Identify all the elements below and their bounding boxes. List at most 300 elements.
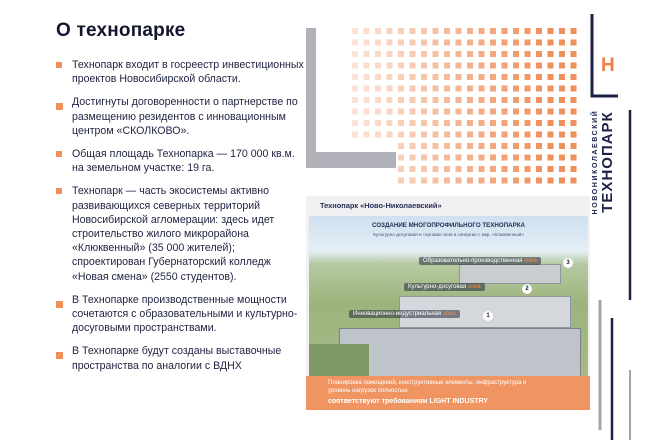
grid-dot	[421, 109, 427, 115]
grid-dot	[548, 97, 554, 103]
grid-dot	[571, 51, 577, 57]
grid-dot	[536, 28, 542, 34]
grid-dot	[479, 40, 485, 46]
grid-dot	[571, 40, 577, 46]
grid-dot	[398, 166, 404, 172]
grid-dot	[387, 51, 393, 57]
grid-dot	[513, 63, 519, 69]
grid-dot	[467, 109, 473, 115]
grid-dot	[421, 143, 427, 149]
grid-dot	[502, 132, 508, 138]
zone-word: зона	[442, 311, 456, 317]
grid-dot	[364, 28, 370, 34]
grid-dot	[421, 155, 427, 161]
grid-dot	[559, 97, 565, 103]
grid-dot	[467, 51, 473, 57]
grid-dot	[490, 155, 496, 161]
grid-dot	[536, 40, 542, 46]
grid-dot	[433, 97, 439, 103]
grid-dot	[375, 86, 381, 92]
field-patch	[309, 344, 369, 376]
grid-dot	[525, 143, 531, 149]
grid-dot	[398, 143, 404, 149]
grid-dot	[490, 86, 496, 92]
grid-dot	[387, 109, 393, 115]
grid-dot	[502, 40, 508, 46]
grid-dot	[398, 40, 404, 46]
grid-dot	[387, 86, 393, 92]
grid-dot	[525, 97, 531, 103]
grid-dot	[456, 28, 462, 34]
grid-dot	[536, 166, 542, 172]
grid-dot	[456, 143, 462, 149]
grid-dot	[536, 63, 542, 69]
bullet-marker	[56, 62, 62, 68]
grid-dot	[490, 143, 496, 149]
zone-label-2	[404, 283, 485, 291]
grid-dot	[513, 51, 519, 57]
grid-dot	[364, 86, 370, 92]
grid-dot	[467, 155, 473, 161]
grid-dot	[421, 86, 427, 92]
grid-dot	[559, 74, 565, 80]
grid-dot	[490, 178, 496, 184]
grid-dot	[421, 132, 427, 138]
grid-dot	[421, 40, 427, 46]
grid-dot	[410, 40, 416, 46]
grid-dot	[548, 40, 554, 46]
list-item	[56, 344, 308, 372]
grid-dot	[433, 155, 439, 161]
grid-dot	[433, 63, 439, 69]
grid-dot	[444, 28, 450, 34]
grid-dot	[536, 155, 542, 161]
slide-card	[306, 196, 590, 410]
bullet-text: Технопарк входит в госреестр инвестиционных проектов Новосибирской области.	[72, 59, 304, 86]
grid-dot	[375, 63, 381, 69]
grid-dot	[548, 28, 554, 34]
grid-dot	[456, 166, 462, 172]
grid-dot	[467, 178, 473, 184]
grid-dot	[387, 40, 393, 46]
grid-dot	[479, 51, 485, 57]
grid-dot	[536, 143, 542, 149]
grid-dot	[375, 120, 381, 126]
grid-dot	[352, 28, 358, 34]
grid-dot	[387, 120, 393, 126]
grid-dot	[352, 120, 358, 126]
grid-dot	[513, 97, 519, 103]
grid-dot	[375, 51, 381, 57]
bullet-marker	[56, 352, 63, 359]
grid-dot	[410, 63, 416, 69]
grid-dot	[456, 120, 462, 126]
grid-dot	[479, 97, 485, 103]
grid-dot	[456, 97, 462, 103]
grid-dot	[467, 143, 473, 149]
grid-dot	[364, 109, 370, 115]
grid-dot	[479, 109, 485, 115]
grid-dot	[502, 109, 508, 115]
grid-dot	[364, 97, 370, 103]
slide-card-footer	[306, 376, 590, 410]
grid-dot	[490, 63, 496, 69]
grid-dot	[571, 86, 577, 92]
grid-dot	[444, 178, 450, 184]
grid-dot	[352, 51, 358, 57]
grid-dot	[364, 51, 370, 57]
grid-dot	[375, 132, 381, 138]
grid-dot	[364, 40, 370, 46]
grid-dot	[387, 132, 393, 138]
grid-dot	[467, 120, 473, 126]
grid-dot	[364, 63, 370, 69]
grid-dot	[479, 28, 485, 34]
brand-wordmark	[592, 82, 632, 242]
grid-dot	[444, 86, 450, 92]
footer-bold: соответствуют требованиям LIGHT INDUSTRY	[328, 398, 488, 405]
grid-dot	[410, 155, 416, 161]
list-item	[56, 293, 308, 336]
grid-dot	[433, 74, 439, 80]
grid-dot	[467, 74, 473, 80]
grid-dot	[479, 166, 485, 172]
grid-dot	[548, 63, 554, 69]
bullet-list	[56, 58, 308, 382]
grid-dot	[387, 63, 393, 69]
grid-dot	[444, 132, 450, 138]
page-title: О технопарке	[56, 20, 186, 41]
grid-dot	[513, 28, 519, 34]
grid-dot	[387, 97, 393, 103]
grid-dot	[559, 166, 565, 172]
grid-dot	[479, 132, 485, 138]
grid-dot	[456, 74, 462, 80]
grid-dot	[352, 63, 358, 69]
grid-dot	[525, 28, 531, 34]
grid-dot	[352, 74, 358, 80]
bullet-text: Достигнуты договоренности о партнерстве по размещению резидентов с инновационным центром «СКОЛКОВО».	[72, 96, 298, 137]
grid-dot	[433, 166, 439, 172]
grid-dot	[490, 40, 496, 46]
grid-dot	[525, 178, 531, 184]
grid-dot	[536, 120, 542, 126]
grid-dot	[571, 132, 577, 138]
grid-dot	[398, 132, 404, 138]
grid-dot	[502, 97, 508, 103]
grid-dot	[536, 97, 542, 103]
grid-dot	[513, 155, 519, 161]
grid-dot	[352, 97, 358, 103]
grid-dot	[548, 86, 554, 92]
grid-dot	[410, 178, 416, 184]
grid-dot	[502, 51, 508, 57]
grid-dot	[571, 63, 577, 69]
zone-word: зона	[524, 258, 537, 264]
grid-dot	[559, 120, 565, 126]
grid-dot	[467, 28, 473, 34]
grid-dot	[536, 74, 542, 80]
zone-label-1	[349, 310, 460, 318]
grid-dot	[398, 86, 404, 92]
grid-dot	[410, 28, 416, 34]
grid-dot	[456, 86, 462, 92]
grid-dot	[548, 109, 554, 115]
grid-dot	[571, 143, 577, 149]
grid-dot	[444, 143, 450, 149]
grid-dot	[364, 120, 370, 126]
grid-dot	[352, 86, 358, 92]
grid-dot	[513, 143, 519, 149]
grid-dot	[444, 63, 450, 69]
brand-big-text: ТЕХНОПАРК	[599, 111, 616, 213]
zone-label-text: Образовательно-производственная	[423, 258, 523, 264]
grid-dot	[536, 86, 542, 92]
grid-dot	[433, 143, 439, 149]
grid-dot	[398, 120, 404, 126]
bullet-marker	[56, 301, 63, 308]
grid-dot	[398, 74, 404, 80]
grid-dot	[444, 74, 450, 80]
grid-dot	[502, 166, 508, 172]
grid-dot	[479, 120, 485, 126]
grid-dot	[456, 178, 462, 184]
building-block	[339, 328, 581, 376]
grid-dot	[467, 132, 473, 138]
grid-dot	[525, 40, 531, 46]
grid-dot	[433, 86, 439, 92]
grid-dot	[479, 74, 485, 80]
zone-word: зона	[467, 284, 481, 290]
grid-dot	[536, 132, 542, 138]
grid-dot	[479, 86, 485, 92]
grid-dot	[490, 97, 496, 103]
grid-dot	[559, 109, 565, 115]
grid-dot	[398, 155, 404, 161]
grid-dot	[398, 97, 404, 103]
grid-dot	[364, 132, 370, 138]
grid-dot	[433, 51, 439, 57]
grid-dot	[410, 132, 416, 138]
aerial-photo	[309, 216, 588, 376]
grid-dot	[398, 63, 404, 69]
grid-dot	[456, 40, 462, 46]
grid-dot	[571, 120, 577, 126]
grid-dot	[525, 63, 531, 69]
grid-dot	[548, 120, 554, 126]
grid-dot	[410, 97, 416, 103]
grid-dot	[375, 109, 381, 115]
grid-dot	[548, 155, 554, 161]
footer-text: Планировка помещений, конструктивные элементы, инфраструктура и уровень нагрузок полностью	[328, 380, 527, 394]
grid-dot	[467, 166, 473, 172]
grid-dot	[548, 178, 554, 184]
grid-dot	[421, 51, 427, 57]
grid-dot	[559, 86, 565, 92]
grid-dot	[433, 109, 439, 115]
bullet-text: Технопарк — часть экосистемы активно развивающихся северных территорий Новосибирской агломерации: здесь идет строительство жилого микрорайона «Клюквенный» (35 000 жителей); спроектирован Губернаторский колледж «Новая смена» (2550 студентов).	[72, 185, 275, 283]
grid-dot	[410, 74, 416, 80]
grid-dot	[525, 155, 531, 161]
grid-dot	[375, 28, 381, 34]
grid-dot	[410, 143, 416, 149]
bullet-marker	[56, 188, 62, 194]
grid-dot	[536, 51, 542, 57]
grid-dot	[410, 166, 416, 172]
grid-dot	[410, 109, 416, 115]
zone-label-text: Культурно-досуговая	[408, 284, 467, 290]
grid-dot	[421, 63, 427, 69]
grid-dot	[433, 178, 439, 184]
grid-dot	[559, 63, 565, 69]
grid-dot	[513, 109, 519, 115]
grid-dot	[421, 97, 427, 103]
grid-dot	[536, 178, 542, 184]
grid-dot	[525, 109, 531, 115]
grid-dot	[433, 28, 439, 34]
list-item	[56, 147, 308, 175]
grid-dot	[559, 51, 565, 57]
grid-dot	[364, 74, 370, 80]
grid-dot	[502, 63, 508, 69]
grid-dot	[513, 74, 519, 80]
grid-dot	[456, 109, 462, 115]
grid-dot	[398, 51, 404, 57]
building-block	[459, 264, 561, 284]
grid-dot	[571, 109, 577, 115]
list-item	[56, 184, 308, 283]
photo-title: СОЗДАНИЕ МНОГОПРОФИЛЬНОГО ТЕХНОПАРКА	[372, 222, 525, 229]
grid-dot	[387, 74, 393, 80]
bullet-text: В Технопарке производственные мощности сочетаются с образовательными и культурно-досуговыми пространствами.	[72, 293, 298, 335]
grid-dot	[548, 51, 554, 57]
bullet-marker	[56, 103, 63, 110]
grid-dot	[375, 74, 381, 80]
grid-dot	[502, 86, 508, 92]
grid-dot	[467, 86, 473, 92]
grid-dot	[421, 120, 427, 126]
grid-dot	[559, 143, 565, 149]
grid-dot	[467, 63, 473, 69]
grid-dot	[502, 120, 508, 126]
grid-dot	[352, 132, 358, 138]
grid-dot	[479, 63, 485, 69]
zone-number-3: 3	[563, 258, 573, 268]
grid-dot	[352, 40, 358, 46]
grid-dot	[559, 40, 565, 46]
grid-dot	[548, 74, 554, 80]
grid-dot	[398, 109, 404, 115]
grid-dot	[490, 28, 496, 34]
grid-dot	[444, 120, 450, 126]
grid-dot	[502, 178, 508, 184]
grid-dot	[571, 74, 577, 80]
brand-letter: Н	[601, 55, 615, 76]
grid-dot	[421, 74, 427, 80]
grid-dot	[502, 155, 508, 161]
grid-dot	[433, 132, 439, 138]
grid-dot	[525, 132, 531, 138]
grid-dot	[421, 28, 427, 34]
grid-dot	[513, 178, 519, 184]
photo-subtitle: Культурно-досуговая и торговая зона в синергии с мкр. «Клюквенный»	[373, 232, 524, 237]
grid-dot	[479, 178, 485, 184]
grid-dot	[410, 86, 416, 92]
grid-dot	[559, 28, 565, 34]
grid-dot	[444, 40, 450, 46]
list-item	[56, 95, 308, 138]
grid-dot	[467, 97, 473, 103]
grid-dot	[375, 97, 381, 103]
slide-card-header: Технопарк «Ново-Николаевский»	[320, 201, 442, 210]
grid-dot	[444, 155, 450, 161]
grid-dot	[571, 178, 577, 184]
grid-dot	[479, 155, 485, 161]
grid-dot	[490, 166, 496, 172]
grid-dot	[559, 178, 565, 184]
grid-dot	[502, 74, 508, 80]
grid-dot	[398, 28, 404, 34]
grid-dot	[548, 132, 554, 138]
grid-dot	[456, 51, 462, 57]
grid-dot	[410, 120, 416, 126]
grid-dot	[525, 86, 531, 92]
grid-dot	[444, 51, 450, 57]
grid-dot	[525, 51, 531, 57]
grid-dot	[490, 51, 496, 57]
grid-dot	[421, 178, 427, 184]
grid-dot	[513, 86, 519, 92]
grid-dot	[456, 155, 462, 161]
grid-dot	[410, 51, 416, 57]
bullet-text: В Технопарке будут созданы выставочные пространства по аналогии с ВДНХ	[72, 345, 282, 372]
zone-label-text: Инновационно-индустриальная	[353, 311, 442, 317]
grid-dot	[433, 120, 439, 126]
grid-dot	[571, 166, 577, 172]
grid-dot	[513, 40, 519, 46]
grid-dot	[490, 120, 496, 126]
list-item	[56, 58, 308, 86]
grid-dot	[433, 40, 439, 46]
grid-dot	[444, 97, 450, 103]
grid-dot	[387, 28, 393, 34]
grid-dot	[502, 28, 508, 34]
grid-dot	[525, 74, 531, 80]
zone-label-3	[419, 257, 541, 265]
grid-dot	[513, 166, 519, 172]
grid-dot	[467, 40, 473, 46]
brand-small-text: НОВОНИКОЛАЕВСКИЙ	[592, 109, 599, 215]
bullet-text: Общая площадь Технопарка — 170 000 кв.м. на земельном участке: 19 га.	[72, 148, 295, 175]
zone-number-1: 1	[483, 311, 493, 321]
grid-dot	[513, 120, 519, 126]
grid-dot	[559, 155, 565, 161]
grid-dot	[548, 143, 554, 149]
grid-dot	[502, 143, 508, 149]
grid-dot	[456, 132, 462, 138]
grid-dot	[375, 40, 381, 46]
grid-dot	[571, 97, 577, 103]
grid-dot	[479, 143, 485, 149]
grid-dot	[571, 155, 577, 161]
grid-dot	[571, 28, 577, 34]
grid-dot	[490, 74, 496, 80]
grid-dot	[559, 132, 565, 138]
grid-dot	[548, 166, 554, 172]
orange-dot-grid	[352, 28, 584, 186]
grid-dot	[490, 132, 496, 138]
grid-dot	[444, 109, 450, 115]
